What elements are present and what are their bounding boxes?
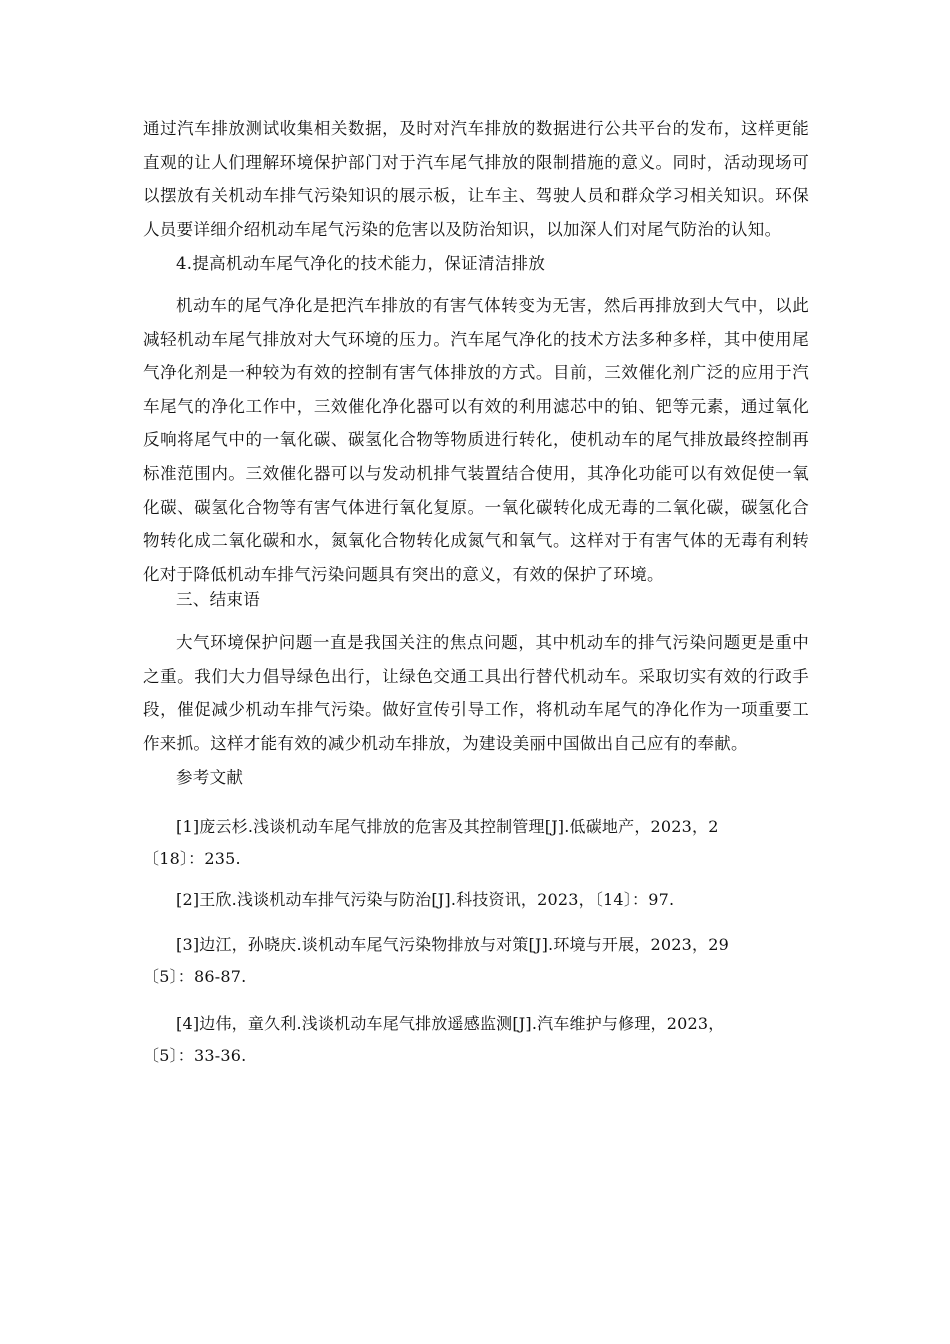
references-title: 参考文献 <box>176 768 244 787</box>
paragraph-public-platform: 通过汽车排放测试收集相关数据，及时对汽车排放的数据进行公共平台的发布，这样更能直观的让人们理解环境保护部门对于汽车尾气排放的限制措施的意义。同时，活动现场可以摆放有关机动车排气污染知识的展示板，让车主、驾驶人员和群众学习相关知识。环保人员要详细介绍机动车尾气污染的危害以及防治知识，以加深人们对尾气防治的认知。 <box>143 119 809 239</box>
reference-line: [4]边伟，童久利.浅谈机动车尾气排放遥感监测[J].汽车维护与修理，2023， <box>176 1014 725 1033</box>
reference-line: [3]边江，孙晓庆.谈机动车尾气污染物排放与对策[J].环境与开展，2023，29 <box>176 935 730 954</box>
reference-line: [2]王欣.浅谈机动车排气污染与防治[J].科技资讯，2023，〔14〕：97. <box>176 890 675 909</box>
section-heading-conclusion: 三、结束语 <box>176 590 260 609</box>
reference-item <box>143 811 809 875</box>
paragraph-conclusion: 大气环境保护问题一直是我国关注的焦点问题，其中机动车的排气污染问题更是重中之重。我们大力倡导绿色出行，让绿色交通工具出行替代机动车。采取切实有效的行政手段，催促减少机动车排气污染。做好宣传引导工作，将机动车尾气的净化作为一项重要工作来抓。这样才能有效的减少机动车排放，为建设美丽中国做出自己应有的奉献。 <box>143 633 809 753</box>
reference-line-continued: 〔5〕：33-36. <box>143 1046 247 1065</box>
reference-line-continued: 〔18〕：235. <box>143 849 241 868</box>
reference-line-continued: 〔5〕：86-87. <box>143 967 247 986</box>
reference-item <box>143 929 809 993</box>
reference-item <box>143 1008 809 1072</box>
reference-item <box>143 884 809 916</box>
section-heading-4: 4.提高机动车尾气净化的技术能力，保证清洁排放 <box>176 254 546 273</box>
paragraph-exhaust-purification: 机动车的尾气净化是把汽车排放的有害气体转变为无害，然后再排放到大气中，以此减轻机动车尾气排放对大气环境的压力。汽车尾气净化的技术方法多种多样，其中使用尾气净化剂是一种较为有效的控制有害气体排放的方式。目前，三效催化剂广泛的应用于汽车尾气的净化工作中，三效催化净化器可以有效的利用滤芯中的铂、钯等元素，通过氧化反响将尾气中的一氧化碳、碳氢化合物等物质进行转化，使机动车的尾气排放最终控制再标准范围内。三效催化器可以与发动机排气装置结合使用，其净化功能可以有效促使一氧化碳、碳氢化合物等有害气体进行氧化复原。一氧化碳转化成无毒的二氧化碳，碳氢化合物转化成二氧化碳和水，氮氧化合物转化成氮气和氧气。这样对于有害气体的无毒有利转化对于降低机动车排气污染问题具有突出的意义，有效的保护了环境。 <box>143 296 809 584</box>
reference-line: [1]庞云杉.浅谈机动车尾气排放的危害及其控制管理[J].低碳地产，2023，2 <box>176 817 719 836</box>
